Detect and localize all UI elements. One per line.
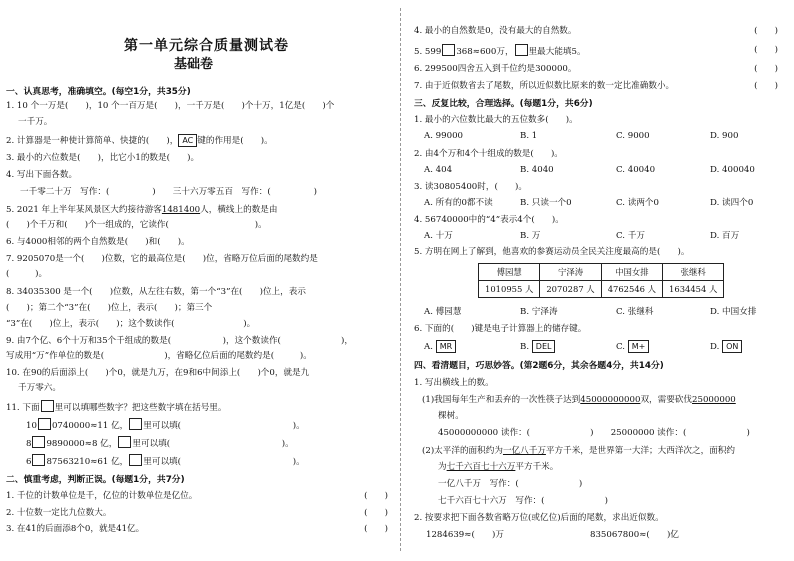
page-title: 第一单元综合质量测试卷 <box>124 38 289 54</box>
choice-6: 6. 下面的( )键是电子计算器上的储存键。 <box>414 324 587 334</box>
question-3: 3. 最小的六位数是( )，比它小1的数是( )。 <box>6 153 200 163</box>
underlined-number: 25000000 <box>692 395 736 405</box>
question-8-line3: “3”在( )位上，表示( )；这个数读作( )。 <box>6 319 256 329</box>
section-4-heading: 四、看清题目，巧思妙答。(第2题6分，其余各题4分，共14分) <box>414 361 664 371</box>
row-number: 87563210≈61 亿， <box>46 457 129 467</box>
choice-5: 5. 方明在网上了解到，他喜欢的参赛运动员全民关注度最高的是( )。 <box>414 247 690 257</box>
blank-box <box>38 418 51 430</box>
choice-2-d: D. 400040 <box>710 165 755 175</box>
table-cell: 1634454 人 <box>663 281 724 298</box>
choice-5-a: A. 傅园慧 <box>424 307 462 317</box>
blank-box <box>515 44 528 56</box>
choice-1-d: D. 900 <box>710 131 739 141</box>
choice-4-b: B. 万 <box>520 231 541 241</box>
choice-3-b: B. 只读一个0 <box>520 198 572 208</box>
choice-3-a: A. 所有的0都不读 <box>424 198 493 208</box>
choice-5-b: B. 宁泽涛 <box>520 307 558 317</box>
write-1: 1. 写出横线上的数。 <box>414 378 494 388</box>
question-8-line2: ( )；第二个“3”在( )位上，表示( )；第三个 <box>6 303 213 313</box>
choice-5-d: D. 中国女排 <box>710 307 757 317</box>
text: (1)我国每年生产和丢弃的一次性筷子达到 <box>422 395 581 405</box>
text: 双，需要砍伐 <box>640 395 693 405</box>
write-2: 2. 按要求把下面各数省略万位(或亿位)后面的尾数，求出近似数。 <box>414 513 664 523</box>
write-1-part2-line1 <box>422 445 735 458</box>
table-header-cell: 宁泽涛 <box>540 264 601 281</box>
choice-2: 2. 由4个万和4个十组成的数是( )。 <box>414 149 563 159</box>
table-header-cell: 张继科 <box>663 264 724 281</box>
question-2-text-a: 2. 计算器是一种使计算简单、快捷的( )， <box>6 136 179 146</box>
choice-2-a: A. 404 <box>424 165 453 175</box>
option-letter: C. <box>616 342 626 352</box>
write-1-part2-line2 <box>438 461 558 474</box>
judge-3-paren: ( ) <box>364 524 388 534</box>
question-10-line2: 千万零六。 <box>18 383 61 393</box>
choice-3: 3. 读30805400时，( )。 <box>414 182 527 192</box>
question-4-items: 一千零二十万 写作：( ) 三十六万零五百 写作：( ) <box>20 187 318 197</box>
m-plus-key: M+ <box>628 340 650 353</box>
judge-6: 6. 299500四舍五入到千位约是300000。 <box>414 64 577 74</box>
blank-box <box>442 44 455 56</box>
judge-1-paren: ( ) <box>364 491 388 501</box>
underlined-number: 45000000000 <box>580 395 641 405</box>
question-11 <box>6 400 226 415</box>
choice-1: 1. 最小的六位数比最大的五位数多( )。 <box>414 115 578 125</box>
choice-3-d: D. 读四个0 <box>710 198 754 208</box>
judge-3: 3. 在41的后面添8个0，就是41亿。 <box>6 524 145 534</box>
question-5-number: 1481400 <box>161 205 201 215</box>
row-answer: 里可以填( )。 <box>143 457 305 467</box>
table-row <box>479 281 724 298</box>
judge-5-text-c: 里最大能填5。 <box>528 47 586 57</box>
choice-4-d: D. 百万 <box>710 231 740 241</box>
judge-1: 1. 千位的计数单位是千，亿位的计数单位是亿位。 <box>6 491 198 501</box>
table-cell: 2070287 人 <box>540 281 601 298</box>
question-7-line1: 7. 9205070是一个( )位数，它的最高位是( )位，省略万位后面的尾数约是 <box>6 254 318 264</box>
write-2-b: 835067800≈( )亿 <box>590 530 679 540</box>
text: 为 <box>438 462 447 472</box>
text: (2)太平洋的面积约为 <box>422 446 503 456</box>
question-11-text-a: 11. 下面 <box>6 403 40 413</box>
choice-4-a: A. 十万 <box>424 231 453 241</box>
judge-7: 7. 由于近似数省去了尾数，所以近似数比原来的数一定比准确数小。 <box>414 81 675 91</box>
section-2-heading: 二、慎重考虑，判断正误。(每题1分，共7分) <box>6 475 185 485</box>
section-1-heading: 一、认真思考，准确填空。(每空1分，共35分) <box>6 87 191 97</box>
write-1-part1-line2: 棵树。 <box>438 411 464 421</box>
question-5-text-a: 5. 2021 年上半年某风景区大约接待游客 <box>6 205 162 215</box>
judge-5-text-b: 368≈600万， <box>456 47 514 57</box>
write-1-part1-answers: 45000000000 读作：( ) 25000000 读作：( ) <box>438 428 750 438</box>
question-2 <box>6 134 273 148</box>
question-8-line1: 8. 34035300 是一个( )位数，从左往右数，第一个“3”在( )位上，表示 <box>6 287 306 297</box>
on-key: ON <box>722 340 742 353</box>
choice-3-c: C. 读两个0 <box>616 198 659 208</box>
row-number: 9890000≈8 亿， <box>46 439 118 449</box>
write-2-a: 1284639≈( )万 <box>426 530 504 540</box>
question-5-text-b: 人，横线上的数是由 <box>200 205 278 215</box>
text: 平方千米。 <box>515 462 559 472</box>
choice-6-b <box>520 340 555 354</box>
underlined-number: 七千六百七十六万 <box>446 462 516 472</box>
blank-box <box>129 454 142 466</box>
row-answer: 里可以填( )。 <box>132 439 294 449</box>
option-letter: A. <box>424 342 433 352</box>
row-prefix: 6 <box>26 457 32 467</box>
question-11-row3 <box>26 454 305 469</box>
judge-5 <box>414 44 586 59</box>
blank-box <box>41 400 54 412</box>
row-answer: 里可以填( )。 <box>143 421 305 431</box>
choice-4: 4. 56740000中的“4”表示4个( )。 <box>414 215 564 225</box>
choice-6-c <box>616 340 649 354</box>
option-letter: B. <box>520 342 530 352</box>
choice-6-a <box>424 340 456 354</box>
mr-key: MR <box>436 340 456 353</box>
blank-box <box>118 436 131 448</box>
judge-5-text-a: 5. 599 <box>414 47 442 57</box>
judge-2: 2. 十位数一定比九位数大。 <box>6 508 112 518</box>
table-row <box>479 264 724 281</box>
choice-2-c: C. 40040 <box>616 165 656 175</box>
question-7-line2: ( )。 <box>6 269 48 279</box>
row-prefix: 10 <box>26 421 37 431</box>
question-5-line1 <box>6 204 278 217</box>
table-header-cell: 中国女排 <box>601 264 662 281</box>
question-11-row1 <box>26 418 305 433</box>
table-header-cell: 傅园慧 <box>479 264 540 281</box>
table-cell: 1010955 人 <box>479 281 540 298</box>
judge-4: 4. 最小的自然数是0，没有最大的自然数。 <box>414 26 577 36</box>
blank-box <box>129 418 142 430</box>
blank-box <box>32 454 45 466</box>
write-1-part1-line1 <box>422 394 736 407</box>
question-11-text-b: 里可以填哪些数字？把这些数字填在括号里。 <box>54 403 227 413</box>
judge-2-paren: ( ) <box>364 508 388 518</box>
question-5-line2: ( )个千万和( )个一组成的，它读作( )。 <box>6 220 267 230</box>
underlined-number: 一亿八千万 <box>502 446 546 456</box>
question-4: 4. 写出下面各数。 <box>6 170 78 180</box>
choice-5-c: C. 张继科 <box>616 307 654 317</box>
choice-6-d <box>710 340 742 354</box>
question-1-line2: 一千万。 <box>18 117 53 127</box>
question-2-text-b: 键的作用是( )。 <box>197 136 273 146</box>
choice-2-b: B. 4040 <box>520 165 554 175</box>
question-9-line2: 写成用“万”作单位的数是( )，省略亿位后面的尾数约是( )。 <box>6 351 312 361</box>
column-divider <box>400 8 401 551</box>
option-letter: D. <box>710 342 720 352</box>
choice-4-c: C. 千万 <box>616 231 645 241</box>
row-number: 0740000≈11 亿， <box>51 421 129 431</box>
judge-6-paren: ( ) <box>754 64 778 74</box>
blank-box <box>32 436 45 448</box>
popularity-table <box>478 263 724 298</box>
judge-5-paren: ( ) <box>754 45 778 55</box>
question-1-line1: 1. 10 个一万是( )，10 个一百万是( )，一千万是( )个十万，1亿是( )个 <box>6 101 335 111</box>
row-prefix: 8 <box>26 439 32 449</box>
question-11-row2 <box>26 436 294 451</box>
write-1-part2-answer1: 一亿八千万 写作：( ) <box>438 479 583 489</box>
write-1-part2-answer2: 七千六百七十六万 写作：( ) <box>438 496 608 506</box>
choice-1-a: A. 99000 <box>424 131 464 141</box>
question-6: 6. 与4000相邻的两个自然数是( )和( )。 <box>6 237 190 247</box>
choice-1-c: C. 9000 <box>616 131 650 141</box>
page-subtitle: 基础卷 <box>174 57 214 72</box>
del-key: DEL <box>532 340 556 353</box>
question-9-line1: 9. 由7个亿、6个十万和35个千组成的数是( )，这个数读作( )， <box>6 336 353 346</box>
question-10-line1: 10. 在90的后面添上( )个0，就是九万，在9和6中间添上( )个0，就是九 <box>6 368 310 378</box>
section-3-heading: 三、反复比较，合理选择。(每题1分，共6分) <box>414 99 593 109</box>
ac-key: AC <box>178 134 197 147</box>
choice-1-b: B. 1 <box>520 131 538 141</box>
judge-4-paren: ( ) <box>754 26 778 36</box>
text: 平方千米，是世界第一大洋；大西洋次之，面积约 <box>545 446 735 456</box>
table-cell: 4762546 人 <box>601 281 662 298</box>
judge-7-paren: ( ) <box>754 81 778 91</box>
